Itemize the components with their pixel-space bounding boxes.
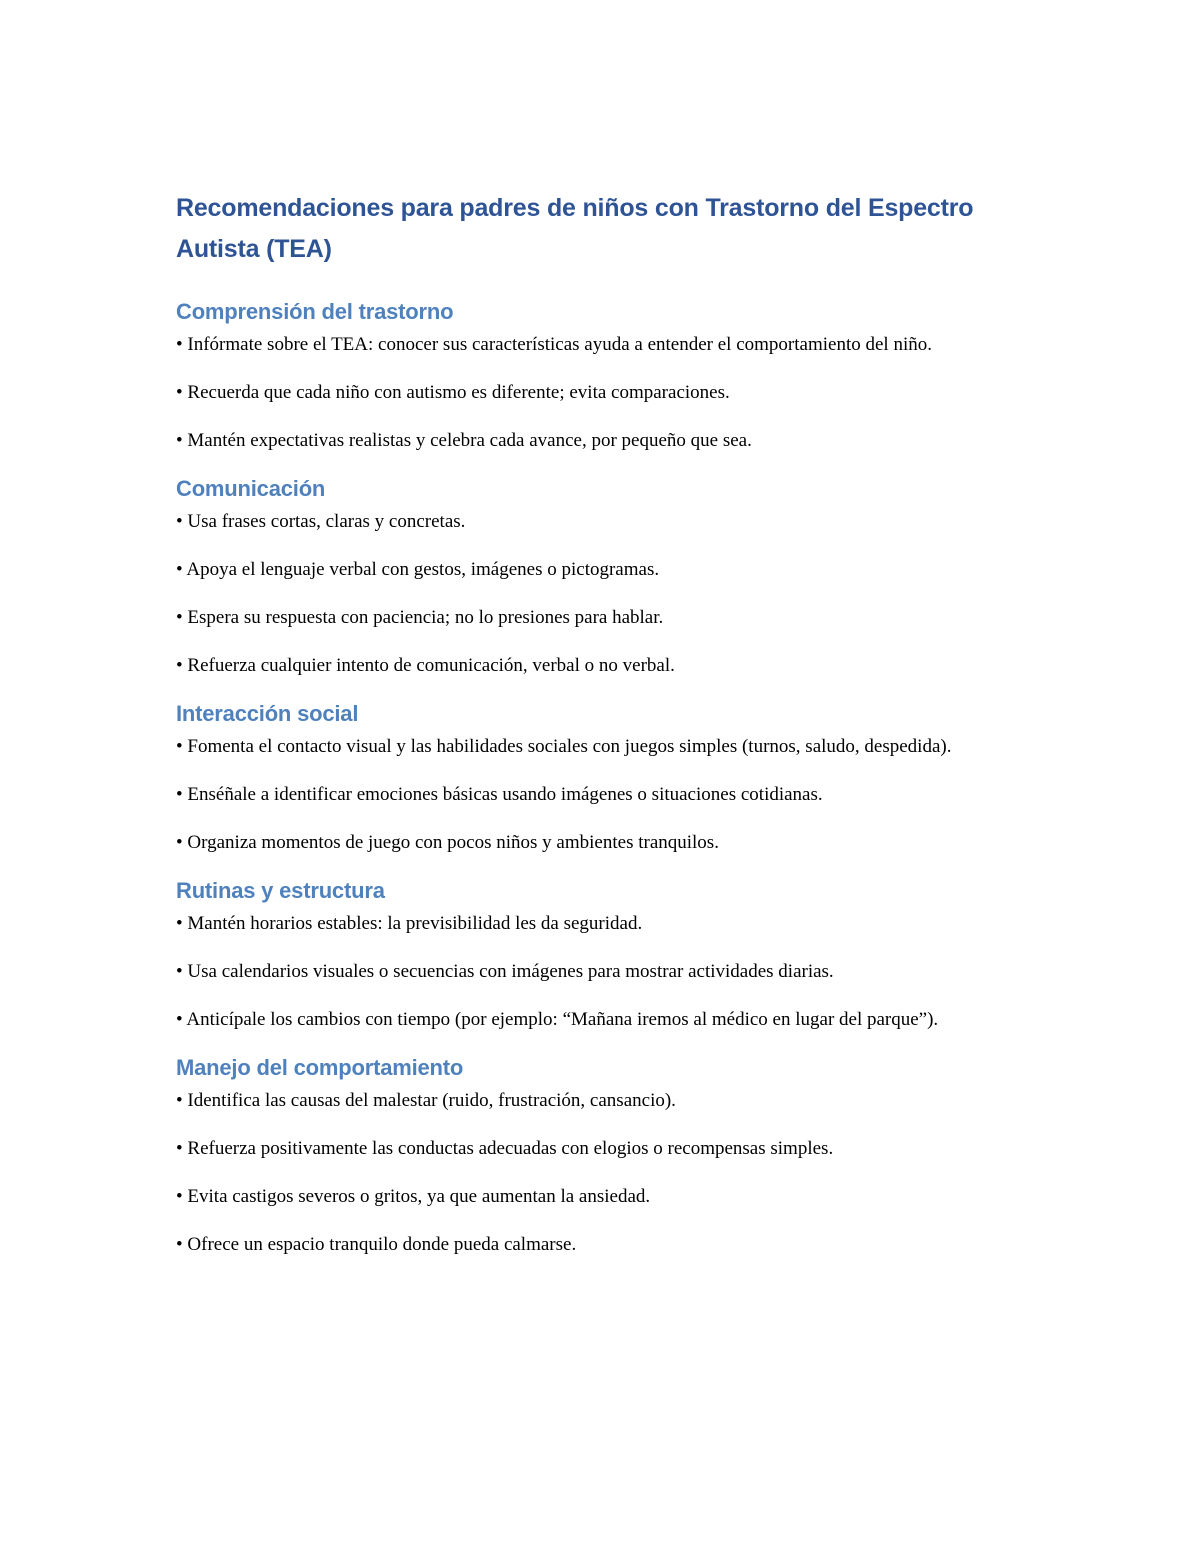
list-item: • Mantén horarios estables: la previsibilidad les da seguridad. [176, 913, 643, 934]
list-item: • Espera su respuesta con paciencia; no lo presiones para hablar. [176, 607, 664, 628]
list-item: • Mantén expectativas realistas y celebra cada avance, por pequeño que sea. [176, 430, 752, 451]
section-comprension [176, 298, 1026, 455]
section-comportamiento [176, 1054, 1026, 1259]
document-page [176, 188, 1026, 1279]
list-item: • Anticípale los cambios con tiempo (por ejemplo: “Mañana iremos al médico en lugar del parque”). [176, 1009, 939, 1030]
section-heading: Interacción social [176, 701, 359, 726]
list-item: • Apoya el lenguaje verbal con gestos, imágenes o pictogramas. [176, 559, 660, 580]
list-item: • Refuerza positivamente las conductas adecuadas con elogios o recompensas simples. [176, 1138, 834, 1159]
list-item: • Usa frases cortas, claras y concretas. [176, 511, 466, 532]
list-item: • Fomenta el contacto visual y las habilidades sociales con juegos simples (turnos, saludo, despedida). [176, 736, 952, 757]
list-item: • Organiza momentos de juego con pocos niños y ambientes tranquilos. [176, 832, 719, 853]
section-rutinas [176, 877, 1026, 1034]
section-comunicacion [176, 475, 1026, 680]
section-heading: Manejo del comportamiento [176, 1055, 464, 1080]
list-item: • Evita castigos severos o gritos, ya que aumentan la ansiedad. [176, 1186, 651, 1207]
section-interaccion-social [176, 700, 1026, 857]
list-item: • Enséñale a identificar emociones básicas usando imágenes o situaciones cotidianas. [176, 784, 823, 805]
document-title: Recomendaciones para padres de niños con Trastorno del Espectro Autista (TEA) [176, 194, 974, 263]
list-item: • Recuerda que cada niño con autismo es diferente; evita comparaciones. [176, 382, 730, 403]
list-item: • Infórmate sobre el TEA: conocer sus características ayuda a entender el comportamiento del niño. [176, 334, 932, 355]
section-heading: Rutinas y estructura [176, 878, 385, 903]
list-item: • Usa calendarios visuales o secuencias con imágenes para mostrar actividades diarias. [176, 961, 834, 982]
list-item: • Refuerza cualquier intento de comunicación, verbal o no verbal. [176, 655, 675, 676]
list-item: • Identifica las causas del malestar (ruido, frustración, cansancio). [176, 1090, 676, 1111]
section-heading: Comprensión del trastorno [176, 299, 454, 324]
list-item: • Ofrece un espacio tranquilo donde pueda calmarse. [176, 1234, 577, 1255]
section-heading: Comunicación [176, 476, 326, 501]
